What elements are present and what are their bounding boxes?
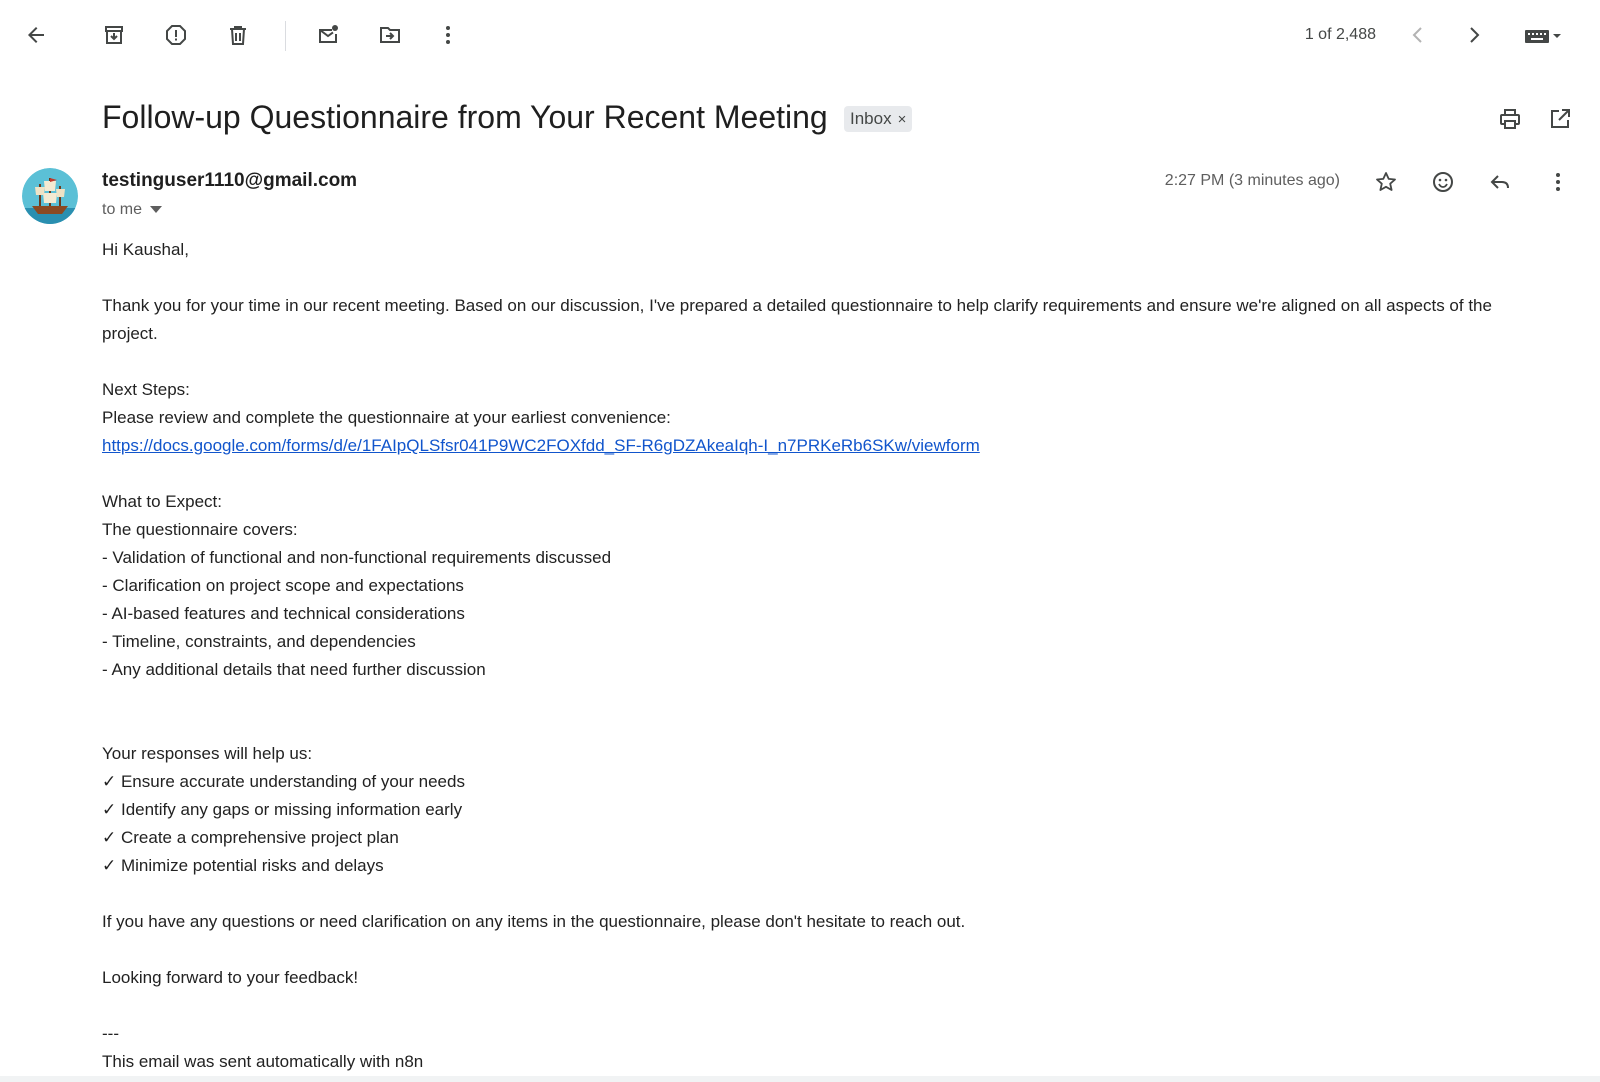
more-actions-button[interactable] bbox=[428, 15, 468, 55]
input-tools-button[interactable] bbox=[1514, 15, 1572, 55]
intro-paragraph: Thank you for your time in our recent meeting. Based on our discussion, I've prepared a detailed questionnaire to help clarify requirements and ensure we're aligned on all aspects of the project. bbox=[102, 296, 1492, 343]
next-steps-text: Please review and complete the questionnaire at your earliest convenience: bbox=[102, 408, 671, 427]
next-steps-heading: Next Steps: bbox=[102, 380, 190, 399]
questions-paragraph: If you have any questions or need clarification on any items in the questionnaire, please don't hesitate to reach out. bbox=[102, 912, 966, 931]
back-button[interactable] bbox=[16, 15, 56, 55]
newer-chevron-icon bbox=[1406, 23, 1430, 47]
delete-icon bbox=[226, 23, 250, 47]
list-item: ✓ Create a comprehensive project plan bbox=[102, 828, 399, 847]
remove-label-button[interactable]: × bbox=[897, 110, 907, 128]
ship-avatar-icon bbox=[22, 168, 78, 224]
bottom-edge bbox=[0, 1076, 1600, 1082]
list-item: ✓ Ensure accurate understanding of your needs bbox=[102, 772, 465, 791]
recipient-label: to me bbox=[102, 201, 143, 218]
email-body bbox=[102, 236, 1522, 1076]
help-heading: Your responses will help us: bbox=[102, 744, 313, 763]
sender-avatar[interactable] bbox=[22, 168, 78, 224]
greeting: Hi Kaushal, bbox=[102, 240, 189, 259]
archive-button[interactable] bbox=[94, 15, 134, 55]
older-chevron-icon bbox=[1462, 23, 1486, 47]
label-text: Inbox bbox=[850, 109, 892, 128]
star-button[interactable] bbox=[1366, 162, 1406, 202]
email-toolbar bbox=[0, 0, 1600, 72]
message-more-button[interactable] bbox=[1538, 162, 1578, 202]
list-item: - Timeline, constraints, and dependencies bbox=[102, 632, 416, 651]
expect-intro: The questionnaire covers: bbox=[102, 520, 298, 539]
print-all-button[interactable] bbox=[1490, 99, 1530, 139]
signature-separator: --- bbox=[102, 1024, 119, 1043]
list-item: - Clarification on project scope and expectations bbox=[102, 576, 464, 595]
add-reaction-button[interactable] bbox=[1423, 162, 1463, 202]
older-button[interactable] bbox=[1454, 15, 1494, 55]
print-icon bbox=[1498, 107, 1522, 131]
expect-heading: What to Expect: bbox=[102, 492, 222, 511]
list-item: - Any additional details that need further discussion bbox=[102, 660, 486, 679]
reply-button[interactable] bbox=[1480, 162, 1520, 202]
mark-unread-button[interactable] bbox=[308, 15, 348, 55]
more-vert-icon bbox=[436, 23, 460, 47]
toolbar-divider bbox=[285, 21, 286, 51]
pager-count: 1 of 2,488 bbox=[1304, 26, 1376, 43]
star-icon bbox=[1374, 170, 1398, 194]
open-new-window-button[interactable] bbox=[1540, 99, 1580, 139]
email-subject: Follow-up Questionnaire from Your Recent Meeting bbox=[102, 99, 828, 135]
back-arrow-icon bbox=[24, 23, 48, 47]
sender-address[interactable]: testinguser1110@gmail.com bbox=[102, 170, 358, 191]
emoji-icon bbox=[1431, 170, 1455, 194]
open-in-new-icon bbox=[1548, 107, 1572, 131]
mark-unread-icon bbox=[316, 23, 340, 47]
email-timestamp: 2:27 PM (3 minutes ago) bbox=[1164, 172, 1340, 189]
newer-button[interactable] bbox=[1398, 15, 1438, 55]
caret-down-icon bbox=[150, 206, 162, 214]
keyboard-icon bbox=[1521, 23, 1565, 47]
list-item: - AI-based features and technical considerations bbox=[102, 604, 465, 623]
list-item: ✓ Minimize potential risks and delays bbox=[102, 856, 384, 875]
questionnaire-link[interactable]: https://docs.google.com/forms/d/e/1FAIpQLSfsr041P9WC2FOXfdd_SF-R6gDZAkeaIqh-I_n7PRKeRb6SKw/viewform bbox=[102, 436, 980, 455]
archive-icon bbox=[102, 23, 126, 47]
inbox-label-chip[interactable] bbox=[844, 106, 912, 132]
report-spam-button[interactable] bbox=[156, 15, 196, 55]
delete-button[interactable] bbox=[218, 15, 258, 55]
report-spam-icon bbox=[164, 23, 188, 47]
more-vert-icon bbox=[1546, 170, 1570, 194]
reply-icon bbox=[1488, 170, 1512, 194]
list-item: - Validation of functional and non-functional requirements discussed bbox=[102, 548, 612, 567]
closing-line: Looking forward to your feedback! bbox=[102, 968, 359, 987]
footer-note: This email was sent automatically with n8n bbox=[102, 1052, 424, 1071]
list-item: ✓ Identify any gaps or missing information early bbox=[102, 800, 463, 819]
recipient-details[interactable] bbox=[102, 201, 162, 219]
move-to-button[interactable] bbox=[370, 15, 410, 55]
move-to-icon bbox=[378, 23, 402, 47]
